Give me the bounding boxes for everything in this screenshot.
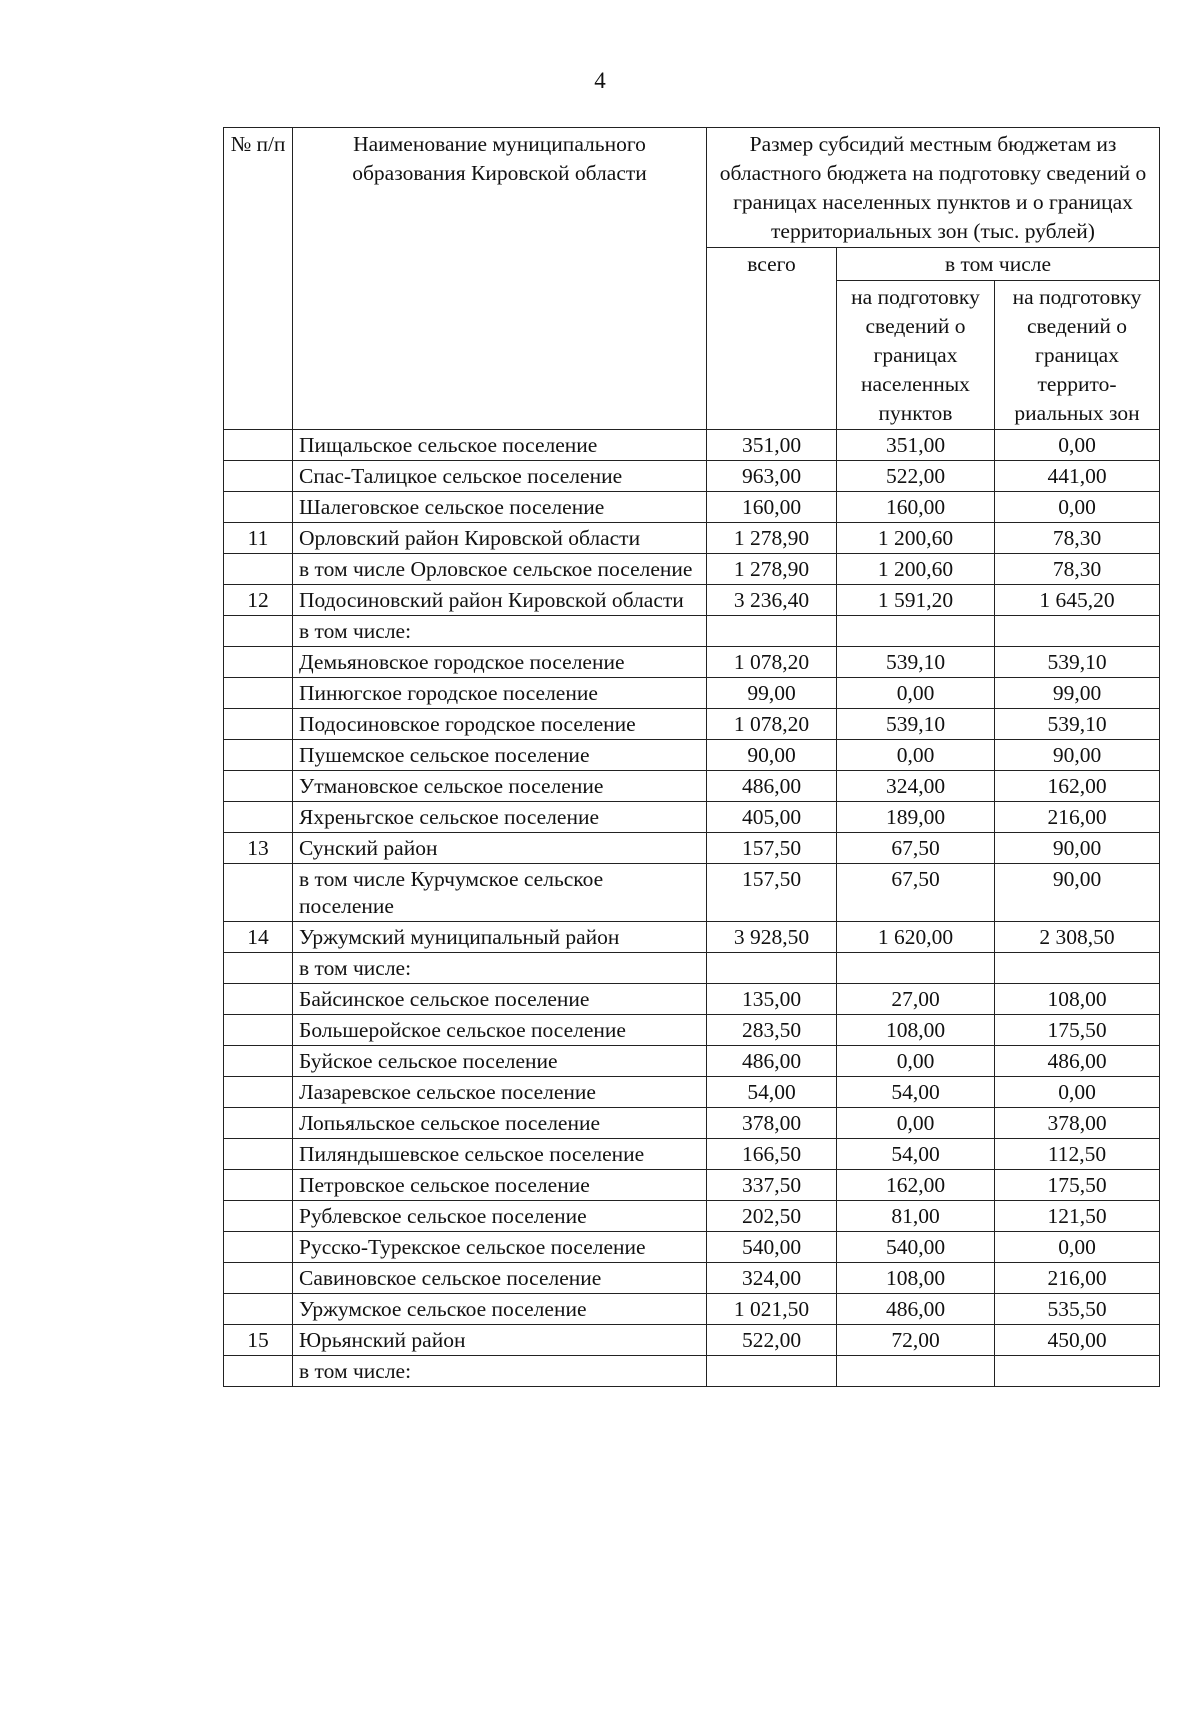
row-name: Подосиновское городское поселение bbox=[293, 709, 707, 740]
row-total: 324,00 bbox=[707, 1263, 837, 1294]
row-settlements: 540,00 bbox=[837, 1232, 995, 1263]
row-name: Орловский район Кировской области bbox=[293, 523, 707, 554]
row-number bbox=[224, 678, 293, 709]
row-name: в том числе: bbox=[293, 616, 707, 647]
row-total: 90,00 bbox=[707, 740, 837, 771]
row-settlements: 539,10 bbox=[837, 647, 995, 678]
row-number bbox=[224, 953, 293, 984]
row-zones: 378,00 bbox=[995, 1108, 1160, 1139]
table-row bbox=[224, 802, 1160, 833]
table-row bbox=[224, 647, 1160, 678]
row-settlements: 0,00 bbox=[837, 740, 995, 771]
row-number bbox=[224, 864, 293, 922]
row-zones: 2 308,50 bbox=[995, 922, 1160, 953]
row-zones: 441,00 bbox=[995, 461, 1160, 492]
row-name: Пинюгское городское поселение bbox=[293, 678, 707, 709]
row-zones: 0,00 bbox=[995, 1077, 1160, 1108]
header-including: в том числе bbox=[837, 248, 1160, 281]
row-zones: 1 645,20 bbox=[995, 585, 1160, 616]
row-settlements: 189,00 bbox=[837, 802, 995, 833]
row-total: 160,00 bbox=[707, 492, 837, 523]
row-settlements: 54,00 bbox=[837, 1139, 995, 1170]
row-number bbox=[224, 1015, 293, 1046]
row-settlements: 522,00 bbox=[837, 461, 995, 492]
row-settlements: 54,00 bbox=[837, 1077, 995, 1108]
row-zones: 216,00 bbox=[995, 802, 1160, 833]
row-name: Пищальское сельское поселение bbox=[293, 430, 707, 461]
row-number: 13 bbox=[224, 833, 293, 864]
table-header bbox=[224, 128, 1160, 430]
table-row bbox=[224, 1325, 1160, 1356]
row-total: 1 078,20 bbox=[707, 647, 837, 678]
table-row bbox=[224, 1077, 1160, 1108]
row-settlements: 0,00 bbox=[837, 678, 995, 709]
row-zones: 99,00 bbox=[995, 678, 1160, 709]
row-number bbox=[224, 430, 293, 461]
header-settlements: на подготовку сведений о границах населенных пунктов bbox=[837, 281, 995, 430]
row-total: 135,00 bbox=[707, 984, 837, 1015]
row-number bbox=[224, 492, 293, 523]
row-zones: 175,50 bbox=[995, 1015, 1160, 1046]
subsidy-table bbox=[223, 127, 1160, 1387]
row-name: Сунский район bbox=[293, 833, 707, 864]
row-name: Петровское сельское поселение bbox=[293, 1170, 707, 1201]
row-zones bbox=[995, 953, 1160, 984]
row-number bbox=[224, 984, 293, 1015]
row-number bbox=[224, 1077, 293, 1108]
table-row bbox=[224, 554, 1160, 585]
table-row bbox=[224, 1108, 1160, 1139]
table-row bbox=[224, 585, 1160, 616]
row-zones bbox=[995, 616, 1160, 647]
row-settlements bbox=[837, 616, 995, 647]
row-name: Байсинское сельское поселение bbox=[293, 984, 707, 1015]
table-row bbox=[224, 1139, 1160, 1170]
row-number bbox=[224, 1046, 293, 1077]
row-name: Уржумское сельское поселение bbox=[293, 1294, 707, 1325]
header-total: всего bbox=[707, 248, 837, 430]
row-settlements: 108,00 bbox=[837, 1015, 995, 1046]
row-total bbox=[707, 616, 837, 647]
row-total: 202,50 bbox=[707, 1201, 837, 1232]
row-number bbox=[224, 647, 293, 678]
row-total bbox=[707, 953, 837, 984]
row-total: 540,00 bbox=[707, 1232, 837, 1263]
row-name: Шалеговское сельское поселение bbox=[293, 492, 707, 523]
row-total: 157,50 bbox=[707, 864, 837, 922]
table-row bbox=[224, 740, 1160, 771]
row-total: 378,00 bbox=[707, 1108, 837, 1139]
row-name: Рублевское сельское поселение bbox=[293, 1201, 707, 1232]
row-total: 3 236,40 bbox=[707, 585, 837, 616]
row-zones: 535,50 bbox=[995, 1294, 1160, 1325]
table-row bbox=[224, 616, 1160, 647]
table-row bbox=[224, 1170, 1160, 1201]
row-settlements: 108,00 bbox=[837, 1263, 995, 1294]
table-row bbox=[224, 771, 1160, 802]
row-zones: 78,30 bbox=[995, 554, 1160, 585]
row-zones: 0,00 bbox=[995, 492, 1160, 523]
table-body bbox=[224, 430, 1160, 1387]
row-zones: 539,10 bbox=[995, 647, 1160, 678]
row-settlements: 27,00 bbox=[837, 984, 995, 1015]
row-number: 15 bbox=[224, 1325, 293, 1356]
row-total: 351,00 bbox=[707, 430, 837, 461]
row-number: 11 bbox=[224, 523, 293, 554]
row-zones: 486,00 bbox=[995, 1046, 1160, 1077]
row-number bbox=[224, 740, 293, 771]
row-total: 1 278,90 bbox=[707, 523, 837, 554]
header-subsidy: Размер субсидий местным бюджетам из областного бюджета на подготовку сведений о границах населенных пунктов и о границах территориальных зон (тыс. рублей) bbox=[707, 128, 1160, 248]
row-name: Демьяновское городское поселение bbox=[293, 647, 707, 678]
row-zones: 108,00 bbox=[995, 984, 1160, 1015]
row-total: 157,50 bbox=[707, 833, 837, 864]
table-row bbox=[224, 492, 1160, 523]
row-number bbox=[224, 1108, 293, 1139]
header-zones: на подготовку сведений о границах террито-риальных зон bbox=[995, 281, 1160, 430]
row-zones: 175,50 bbox=[995, 1170, 1160, 1201]
row-total: 486,00 bbox=[707, 1046, 837, 1077]
table-row bbox=[224, 1263, 1160, 1294]
row-total: 337,50 bbox=[707, 1170, 837, 1201]
row-name: Лазаревское сельское поселение bbox=[293, 1077, 707, 1108]
row-number bbox=[224, 709, 293, 740]
row-zones: 90,00 bbox=[995, 864, 1160, 922]
row-zones: 90,00 bbox=[995, 833, 1160, 864]
table-row bbox=[224, 1356, 1160, 1387]
table-row bbox=[224, 1232, 1160, 1263]
row-number bbox=[224, 1170, 293, 1201]
row-name: Лопьяльское сельское поселение bbox=[293, 1108, 707, 1139]
row-zones: 450,00 bbox=[995, 1325, 1160, 1356]
row-settlements: 1 200,60 bbox=[837, 523, 995, 554]
row-total: 283,50 bbox=[707, 1015, 837, 1046]
row-settlements: 1 200,60 bbox=[837, 554, 995, 585]
row-name: Буйское сельское поселение bbox=[293, 1046, 707, 1077]
row-name: Спас-Талицкое сельское поселение bbox=[293, 461, 707, 492]
row-number bbox=[224, 554, 293, 585]
row-name: Пиляндышевское сельское поселение bbox=[293, 1139, 707, 1170]
row-total: 166,50 bbox=[707, 1139, 837, 1170]
row-zones: 112,50 bbox=[995, 1139, 1160, 1170]
row-number bbox=[224, 1263, 293, 1294]
row-name: в том числе: bbox=[293, 953, 707, 984]
row-total: 3 928,50 bbox=[707, 922, 837, 953]
table-row bbox=[224, 1015, 1160, 1046]
row-zones: 0,00 bbox=[995, 430, 1160, 461]
row-total: 1 078,20 bbox=[707, 709, 837, 740]
row-name: в том числе Курчумское сельское поселение bbox=[293, 864, 707, 922]
table-row bbox=[224, 430, 1160, 461]
row-zones: 121,50 bbox=[995, 1201, 1160, 1232]
row-zones: 0,00 bbox=[995, 1232, 1160, 1263]
row-number bbox=[224, 1201, 293, 1232]
row-settlements: 67,50 bbox=[837, 833, 995, 864]
table-row bbox=[224, 984, 1160, 1015]
header-number: № п/п bbox=[224, 128, 293, 430]
row-settlements: 1 591,20 bbox=[837, 585, 995, 616]
row-settlements: 1 620,00 bbox=[837, 922, 995, 953]
row-name: Юрьянский район bbox=[293, 1325, 707, 1356]
row-settlements: 162,00 bbox=[837, 1170, 995, 1201]
row-number bbox=[224, 802, 293, 833]
row-number bbox=[224, 771, 293, 802]
row-settlements bbox=[837, 953, 995, 984]
row-name: Большеройское сельское поселение bbox=[293, 1015, 707, 1046]
row-number bbox=[224, 1232, 293, 1263]
row-total: 522,00 bbox=[707, 1325, 837, 1356]
row-zones: 90,00 bbox=[995, 740, 1160, 771]
table-row bbox=[224, 1201, 1160, 1232]
row-name: в том числе Орловское сельское поселение bbox=[293, 554, 707, 585]
row-number: 12 bbox=[224, 585, 293, 616]
table-row bbox=[224, 864, 1160, 922]
row-settlements: 72,00 bbox=[837, 1325, 995, 1356]
table-row bbox=[224, 461, 1160, 492]
row-number bbox=[224, 461, 293, 492]
row-number bbox=[224, 1139, 293, 1170]
row-total bbox=[707, 1356, 837, 1387]
row-number bbox=[224, 1356, 293, 1387]
row-settlements: 160,00 bbox=[837, 492, 995, 523]
row-zones: 216,00 bbox=[995, 1263, 1160, 1294]
row-total: 99,00 bbox=[707, 678, 837, 709]
row-zones: 162,00 bbox=[995, 771, 1160, 802]
row-settlements: 67,50 bbox=[837, 864, 995, 922]
row-name: Утмановское сельское поселение bbox=[293, 771, 707, 802]
table-row bbox=[224, 709, 1160, 740]
table-row bbox=[224, 523, 1160, 554]
row-number bbox=[224, 1294, 293, 1325]
row-name: Подосиновский район Кировской области bbox=[293, 585, 707, 616]
row-name: Уржумский муниципальный район bbox=[293, 922, 707, 953]
row-total: 54,00 bbox=[707, 1077, 837, 1108]
row-number: 14 bbox=[224, 922, 293, 953]
table-row bbox=[224, 1046, 1160, 1077]
row-total: 486,00 bbox=[707, 771, 837, 802]
table-row bbox=[224, 833, 1160, 864]
header-name: Наименование муниципального образования Кировской области bbox=[293, 128, 707, 430]
row-number bbox=[224, 616, 293, 647]
row-total: 405,00 bbox=[707, 802, 837, 833]
row-settlements: 0,00 bbox=[837, 1108, 995, 1139]
row-zones bbox=[995, 1356, 1160, 1387]
row-settlements: 324,00 bbox=[837, 771, 995, 802]
table-row bbox=[224, 678, 1160, 709]
row-total: 963,00 bbox=[707, 461, 837, 492]
row-name: Пушемское сельское поселение bbox=[293, 740, 707, 771]
page-number: 4 bbox=[594, 68, 606, 93]
row-zones: 78,30 bbox=[995, 523, 1160, 554]
row-name: в том числе: bbox=[293, 1356, 707, 1387]
row-settlements: 0,00 bbox=[837, 1046, 995, 1077]
row-name: Яхреньгское сельское поселение bbox=[293, 802, 707, 833]
table-row bbox=[224, 953, 1160, 984]
row-settlements: 486,00 bbox=[837, 1294, 995, 1325]
row-settlements bbox=[837, 1356, 995, 1387]
row-name: Русско-Турекское сельское поселение bbox=[293, 1232, 707, 1263]
table-row bbox=[224, 1294, 1160, 1325]
row-zones: 539,10 bbox=[995, 709, 1160, 740]
table-row bbox=[224, 922, 1160, 953]
row-name: Савиновское сельское поселение bbox=[293, 1263, 707, 1294]
row-settlements: 81,00 bbox=[837, 1201, 995, 1232]
row-settlements: 539,10 bbox=[837, 709, 995, 740]
row-settlements: 351,00 bbox=[837, 430, 995, 461]
row-total: 1 021,50 bbox=[707, 1294, 837, 1325]
row-total: 1 278,90 bbox=[707, 554, 837, 585]
